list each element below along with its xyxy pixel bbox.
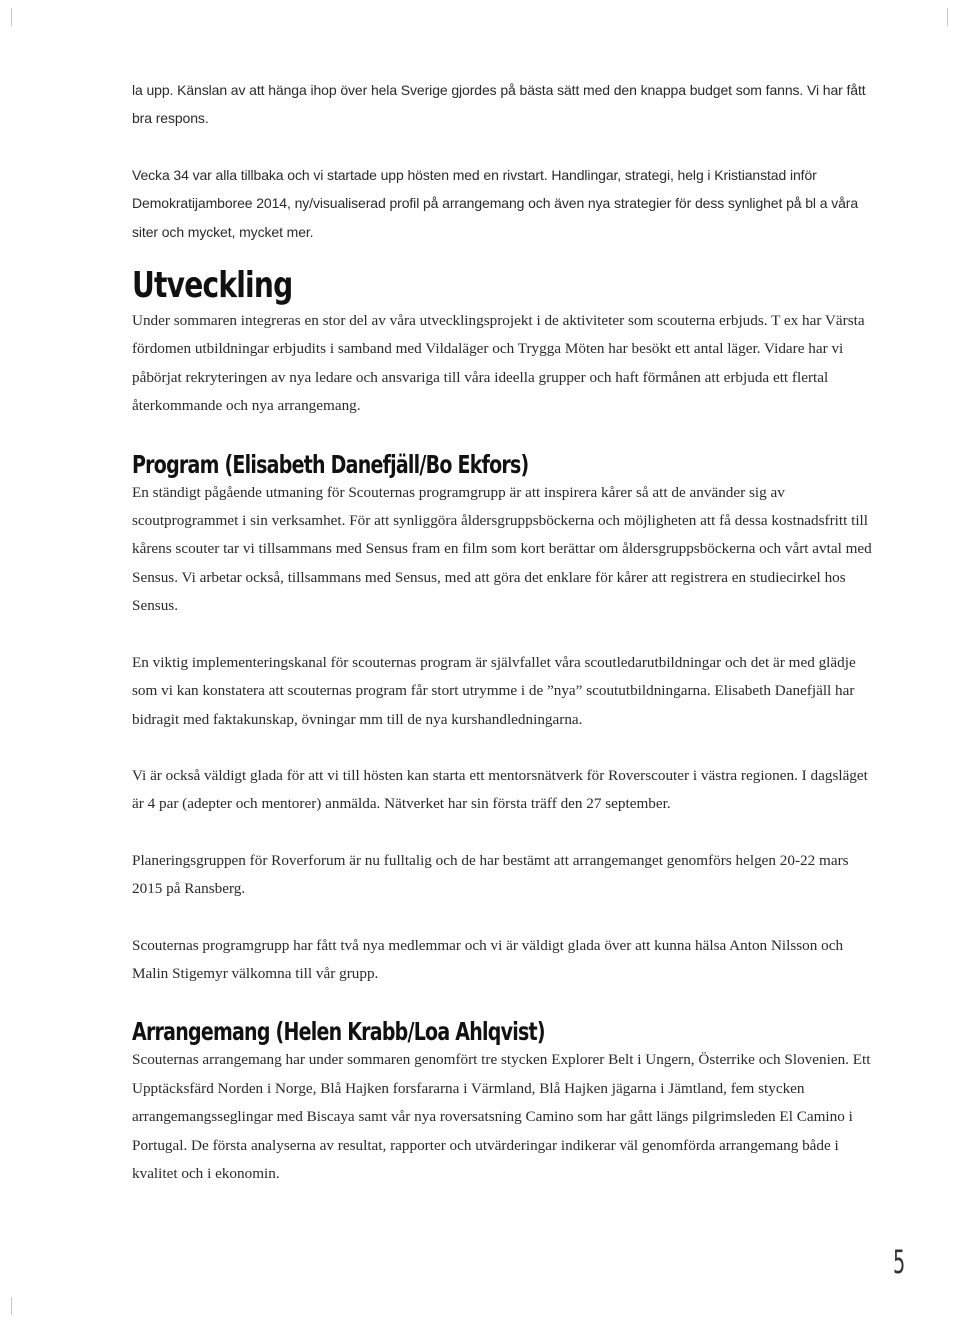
heading-arrangemang: Arrangemang (Helen Krabb/Loa Ahlqvist): [132, 1017, 545, 1047]
heading-utveckling: Utveckling: [132, 265, 293, 307]
utveckling-paragraph: Under sommaren integreras en stor del av våra utvecklingsprojekt i de aktiviteter som scouterna erbjuds. T ex har Värsta fördomen utbildningar erbjudits i samband med Vildaläger och Trygga Möten har besökt ett antal läger. Vidare har vi påbörjat rekryteringen av nya ledare och ansvariga till våra ideella grupper och haft förmånen att erbjuda ett flertal återkommande och nya arrangemang.: [132, 312, 865, 415]
intro-paragraph-2: Vecka 34 var alla tillbaka och vi startade upp hösten med en rivstart. Handlingar, strategi, helg i Kristianstad inför Demokratijamboree 2014, ny/visualiserad profil på arrangemang och även nya strategier för dess synlighet på bl a våra siter och mycket, mycket mer.: [132, 166, 859, 240]
document-body: [132, 76, 872, 1188]
program-paragraph-2: En viktig implementeringskanal för scouternas program är självfallet våra scoutledarutbildningar och det är med glädje som vi kan konstatera att scouternas program får stort utrymme i de ”nya” scoututbildningarna. Elisabeth Danefjäll har bidragit med faktakunskap, övningar mm till de nya kurshandledningarna.: [132, 653, 856, 728]
program-paragraph-5: Scouternas programgrupp har fått två nya medlemmar och vi är väldigt glada över att kunna hälsa Anton Nilsson och Malin Stigemyr välkomna till vår grupp.: [132, 936, 844, 982]
heading-program: Program (Elisabeth Danefjäll/Bo Ekfors): [132, 449, 529, 479]
crop-mark-bottom-left-vertical: [11, 1297, 12, 1315]
program-paragraph-4: Planeringsgruppen för Roverforum är nu fulltalig och de har bestämt att arrangemanget genomförs helgen 20-22 mars 2015 på Ransberg.: [132, 851, 849, 898]
crop-mark-top-right-vertical: [947, 8, 948, 26]
program-paragraph-3: Vi är också väldigt glada för att vi till hösten kan starta ett mentorsnätverk för Roverscouter i västra regionen. I dagsläget är 4 par (adepter och mentorer) anmälda. Nätverket har sin första träff den 27 september.: [132, 766, 868, 813]
program-paragraph-1: En ständigt pågående utmaning för Scouternas programgrupp är att inspirera kårer så att de använder sig av scoutprogrammet i sin verksamhet. För att synliggöra åldersgruppsböckerna och möjligheten att få dessa kostnadsfritt till kårens scouter tar vi tillsammans med Sensus fram en film som kort berättar om åldersgruppsböckerna och vårt avtal med Sensus. Vi arbetar också, tillsammans med Sensus, med att göra det enklare för kårer att registrera en studiecirkel hos Sensus.: [132, 483, 872, 615]
arrangemang-paragraph: Scouternas arrangemang har under sommaren genomfört tre stycken Explorer Belt i Ungern, Österrike och Slovenien. Ett Upptäcksfärd Norden i Norge, Blå Hajken forsfararna i Värmland, Blå Hajken jägarna i Jämtland, fem stycken arrangemangsseglingar med Biscaya samt vår nya roversatsning Camino som har gått längs pilgrimsleden El Camino i Portugal. De första analyserna av resultat, rapporter och utvärderingar indikerar väl genomförda arrangemang både i kvalitet och i ekonomin.: [132, 1051, 871, 1182]
page-number: 5: [893, 1243, 906, 1281]
intro-paragraph-1: la upp. Känslan av att hänga ihop över hela Sverige gjordes på bästa sätt med den knappa budget som fanns. Vi har fått bra respons.: [132, 82, 866, 127]
crop-mark-top-left-vertical: [11, 8, 12, 26]
